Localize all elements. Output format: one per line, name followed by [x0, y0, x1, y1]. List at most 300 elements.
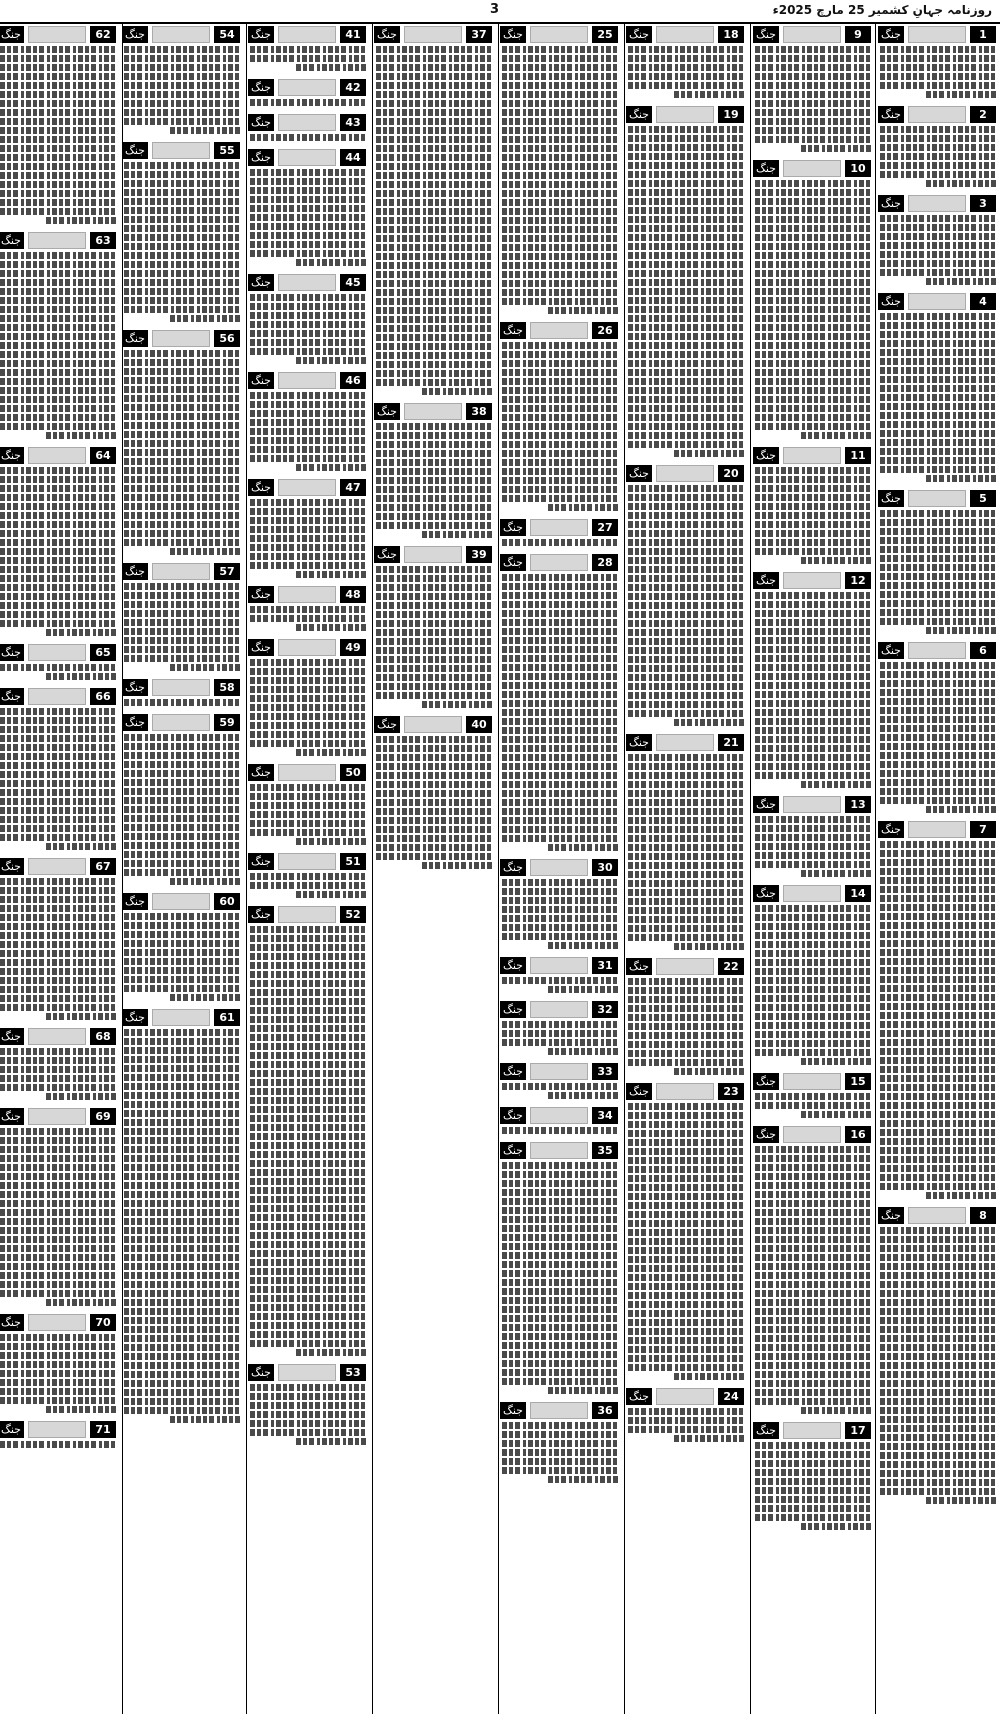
- text-line: [124, 806, 240, 813]
- text-line: [376, 379, 492, 386]
- text-line: [926, 180, 996, 187]
- text-line: [755, 816, 871, 823]
- text-line: [250, 428, 366, 435]
- text-line: [250, 196, 366, 203]
- text-line: [628, 1112, 744, 1119]
- text-line: [502, 619, 618, 626]
- news-item: [626, 958, 746, 1077]
- text-line: [502, 1324, 618, 1331]
- headline-bar: [656, 734, 714, 751]
- item-number: 31: [592, 957, 618, 974]
- text-line: [0, 986, 116, 993]
- news-item: [626, 734, 746, 952]
- text-line: [628, 611, 744, 618]
- text-line: [880, 1102, 996, 1109]
- text-line: [124, 646, 240, 653]
- text-line: [880, 1254, 996, 1261]
- text-line: [755, 754, 871, 761]
- item-number: 52: [340, 906, 366, 923]
- news-column: [248, 22, 368, 1714]
- text-line: [0, 735, 116, 742]
- headline-bar: [152, 26, 210, 43]
- text-line: [0, 315, 116, 322]
- text-line: [628, 333, 744, 340]
- text-line: [628, 441, 744, 448]
- headline-bar: [278, 79, 336, 96]
- text-line: [880, 1380, 996, 1387]
- text-line: [376, 736, 492, 743]
- text-line: [628, 315, 744, 322]
- text-line: [880, 1335, 996, 1342]
- text-line: [880, 1344, 996, 1351]
- text-line: [628, 548, 744, 555]
- item-header-bar: [878, 293, 998, 310]
- source-badge: جنگ: [626, 106, 652, 123]
- item-number: 36: [592, 1402, 618, 1419]
- text-line: [755, 64, 871, 71]
- headline-bar: [783, 447, 841, 464]
- text-line: [628, 521, 744, 528]
- text-line: [502, 1270, 618, 1277]
- text-line: [502, 46, 618, 53]
- text-line: [124, 1281, 240, 1288]
- text-line: [376, 73, 492, 80]
- news-item: [500, 26, 620, 316]
- source-badge: جنگ: [500, 1001, 526, 1018]
- text-line: [755, 727, 871, 734]
- text-line: [502, 253, 618, 260]
- text-line: [296, 464, 366, 471]
- item-number: 56: [214, 330, 240, 347]
- text-line: [628, 1238, 744, 1245]
- text-line: [880, 1326, 996, 1333]
- item-header-bar: [0, 1421, 118, 1438]
- text-line: [124, 1272, 240, 1279]
- text-line: [376, 127, 492, 134]
- text-line: [502, 977, 618, 984]
- text-line: [250, 223, 366, 230]
- headline-bar: [908, 106, 966, 123]
- text-line: [502, 1360, 618, 1367]
- text-line: [250, 695, 366, 702]
- column-rule: [372, 22, 373, 1714]
- item-header-bar: [500, 1107, 620, 1124]
- text-line: [502, 933, 618, 940]
- item-number: 3: [970, 195, 996, 212]
- text-line: [124, 1245, 240, 1252]
- text-line: [250, 312, 366, 319]
- source-badge: جنگ: [753, 1126, 779, 1143]
- text-line: [376, 226, 492, 233]
- text-line: [250, 980, 366, 987]
- text-line: [628, 351, 744, 358]
- text-line: [755, 736, 871, 743]
- text-line: [250, 731, 366, 738]
- text-line: [502, 1180, 618, 1187]
- news-item: [753, 1126, 873, 1416]
- text-line: [755, 1308, 871, 1315]
- news-item: [0, 26, 118, 226]
- item-number: 68: [90, 1028, 116, 1045]
- text-line: [376, 665, 492, 672]
- text-line: [628, 916, 744, 923]
- body-text: [374, 46, 494, 395]
- text-line: [755, 1505, 871, 1512]
- text-line: [0, 744, 116, 751]
- text-line: [250, 508, 366, 515]
- text-line: [755, 1451, 871, 1458]
- item-header-bar: [122, 679, 242, 696]
- text-line: [502, 1243, 618, 1250]
- body-text: [248, 294, 368, 364]
- text-line: [755, 1227, 871, 1234]
- text-line: [502, 718, 618, 725]
- text-line: [422, 862, 492, 869]
- text-line: [0, 503, 116, 510]
- item-number: 57: [214, 563, 240, 580]
- text-line: [250, 1178, 366, 1185]
- text-line: [502, 1467, 618, 1474]
- item-header-bar: [248, 114, 368, 131]
- column-rule: [750, 22, 751, 1714]
- item-header-bar: [500, 26, 620, 43]
- text-line: [124, 770, 240, 777]
- text-line: [376, 91, 492, 98]
- text-line: [755, 360, 871, 367]
- headline-bar: [656, 26, 714, 43]
- text-line: [124, 779, 240, 786]
- text-line: [376, 280, 492, 287]
- text-line: [755, 861, 871, 868]
- text-line: [880, 162, 996, 169]
- text-line: [250, 99, 366, 106]
- text-line: [0, 467, 116, 474]
- news-item: [500, 957, 620, 995]
- source-badge: جنگ: [500, 1063, 526, 1080]
- text-line: [628, 360, 744, 367]
- text-line: [250, 348, 366, 355]
- text-line: [628, 342, 744, 349]
- text-line: [124, 1263, 240, 1270]
- source-badge: جنگ: [878, 195, 904, 212]
- text-line: [628, 781, 744, 788]
- text-line: [628, 987, 744, 994]
- text-line: [250, 873, 366, 880]
- text-line: [0, 521, 116, 528]
- item-header-bar: [0, 1028, 118, 1045]
- source-badge: جنگ: [0, 26, 24, 43]
- text-line: [880, 752, 996, 759]
- text-line: [755, 950, 871, 957]
- text-line: [250, 294, 366, 301]
- text-line: [755, 82, 871, 89]
- text-line: [755, 288, 871, 295]
- headline-bar: [783, 1126, 841, 1143]
- text-line: [250, 499, 366, 506]
- text-line: [880, 430, 996, 437]
- text-line: [880, 82, 996, 89]
- text-line: [755, 1164, 871, 1171]
- text-line: [376, 477, 492, 484]
- text-line: [880, 1183, 996, 1190]
- text-line: [628, 485, 744, 492]
- text-line: [250, 1340, 366, 1347]
- item-header-bar: [500, 519, 620, 536]
- text-line: [502, 1297, 618, 1304]
- text-line: [628, 1256, 744, 1263]
- body-text: [500, 574, 620, 851]
- text-line: [880, 403, 996, 410]
- text-line: [755, 1487, 871, 1494]
- text-line: [0, 199, 116, 206]
- body-text: [753, 592, 873, 788]
- text-line: [0, 611, 116, 618]
- text-line: [755, 252, 871, 259]
- text-line: [755, 55, 871, 62]
- headline-bar: [783, 1422, 841, 1439]
- item-header-bar: [248, 586, 368, 603]
- text-line: [250, 962, 366, 969]
- text-line: [880, 519, 996, 526]
- item-number: 37: [466, 26, 492, 43]
- text-line: [250, 615, 366, 622]
- text-line: [376, 181, 492, 188]
- news-column: [374, 22, 494, 1714]
- text-line: [880, 985, 996, 992]
- text-line: [124, 109, 240, 116]
- text-line: [880, 1452, 996, 1459]
- text-line: [880, 1353, 996, 1360]
- text-line: [502, 781, 618, 788]
- text-line: [628, 414, 744, 421]
- text-line: [0, 717, 116, 724]
- text-line: [880, 671, 996, 678]
- text-line: [502, 1458, 618, 1465]
- text-line: [0, 1075, 116, 1082]
- text-line: [250, 1106, 366, 1113]
- text-line: [124, 1110, 240, 1117]
- text-line: [250, 241, 366, 248]
- text-line: [376, 468, 492, 475]
- source-badge: جنگ: [0, 1108, 24, 1125]
- news-item: [500, 1107, 620, 1136]
- text-line: [880, 564, 996, 571]
- text-line: [628, 171, 744, 178]
- text-line: [755, 378, 871, 385]
- body-text: [500, 46, 620, 314]
- text-line: [0, 396, 116, 403]
- text-line: [502, 342, 618, 349]
- text-line: [628, 602, 744, 609]
- text-line: [755, 691, 871, 698]
- text-line: [755, 405, 871, 412]
- text-line: [880, 322, 996, 329]
- text-line: [376, 504, 492, 511]
- text-line: [628, 432, 744, 439]
- text-line: [376, 772, 492, 779]
- text-line: [124, 1353, 240, 1360]
- text-line: [124, 359, 240, 366]
- body-text: [500, 1422, 620, 1483]
- text-line: [250, 1384, 366, 1391]
- text-line: [124, 377, 240, 384]
- text-line: [170, 1416, 240, 1423]
- item-number: 21: [718, 734, 744, 751]
- body-text: [248, 46, 368, 71]
- text-line: [502, 826, 618, 833]
- text-line: [628, 1121, 744, 1128]
- text-line: [502, 145, 618, 152]
- body-text: [626, 1103, 746, 1380]
- headline-bar: [656, 1083, 714, 1100]
- text-line: [628, 826, 744, 833]
- text-line: [376, 262, 492, 269]
- text-line: [376, 566, 492, 573]
- item-header-bar: [248, 26, 368, 43]
- text-line: [502, 100, 618, 107]
- text-line: [124, 1128, 240, 1135]
- source-badge: جنگ: [500, 322, 526, 339]
- text-line: [376, 253, 492, 260]
- text-line: [880, 1272, 996, 1279]
- text-line: [755, 1031, 871, 1038]
- text-line: [0, 995, 116, 1002]
- text-line: [880, 994, 996, 1001]
- text-line: [250, 46, 366, 53]
- text-line: [674, 943, 744, 950]
- news-item: [248, 149, 368, 268]
- text-line: [628, 790, 744, 797]
- text-line: [628, 1283, 744, 1290]
- text-line: [124, 431, 240, 438]
- text-line: [801, 1407, 871, 1414]
- text-line: [926, 278, 996, 285]
- text-line: [755, 189, 871, 196]
- text-line: [502, 628, 618, 635]
- text-line: [124, 171, 240, 178]
- text-line: [628, 225, 744, 232]
- text-line: [124, 449, 240, 456]
- text-line: [376, 763, 492, 770]
- text-line: [502, 673, 618, 680]
- text-line: [880, 707, 996, 714]
- text-line: [0, 1004, 116, 1011]
- text-line: [250, 1088, 366, 1095]
- item-number: 38: [466, 403, 492, 420]
- text-line: [0, 64, 116, 71]
- item-header-bar: [0, 1108, 118, 1125]
- text-line: [755, 494, 871, 501]
- item-header-bar: [374, 403, 494, 420]
- text-line: [0, 887, 116, 894]
- text-line: [250, 419, 366, 426]
- text-line: [755, 548, 871, 555]
- text-line: [880, 546, 996, 553]
- text-line: [376, 656, 492, 663]
- text-line: [250, 784, 366, 791]
- item-header-bar: [248, 906, 368, 923]
- text-line: [0, 387, 116, 394]
- text-line: [0, 351, 116, 358]
- text-line: [250, 1151, 366, 1158]
- text-line: [376, 486, 492, 493]
- text-line: [124, 413, 240, 420]
- text-line: [502, 646, 618, 653]
- item-header-bar: [626, 1083, 746, 1100]
- text-line: [628, 1166, 744, 1173]
- text-line: [376, 271, 492, 278]
- text-line: [755, 932, 871, 939]
- text-line: [755, 843, 871, 850]
- text-line: [755, 485, 871, 492]
- text-line: [880, 949, 996, 956]
- item-number: 14: [845, 885, 871, 902]
- text-line: [502, 1449, 618, 1456]
- news-item: [122, 563, 242, 673]
- item-number: 40: [466, 716, 492, 733]
- text-line: [755, 46, 871, 53]
- text-line: [250, 1079, 366, 1086]
- text-line: [755, 1290, 871, 1297]
- text-line: [376, 432, 492, 439]
- text-line: [250, 437, 366, 444]
- headline-bar: [530, 957, 588, 974]
- text-line: [296, 64, 366, 71]
- text-line: [628, 1005, 744, 1012]
- text-line: [880, 859, 996, 866]
- text-line: [124, 869, 240, 876]
- text-line: [755, 1398, 871, 1405]
- body-text: [753, 46, 873, 152]
- text-line: [674, 1068, 744, 1075]
- text-line: [880, 537, 996, 544]
- text-line: [628, 584, 744, 591]
- news-item: [500, 1001, 620, 1057]
- text-line: [296, 571, 366, 578]
- text-line: [628, 754, 744, 761]
- text-line: [376, 118, 492, 125]
- text-line: [628, 324, 744, 331]
- text-line: [880, 1443, 996, 1450]
- item-header-bar: [500, 957, 620, 974]
- text-line: [502, 163, 618, 170]
- text-line: [502, 387, 618, 394]
- text-line: [674, 719, 744, 726]
- text-line: [628, 1014, 744, 1021]
- text-line: [801, 1111, 871, 1118]
- page-number: 3: [490, 2, 500, 17]
- text-line: [548, 307, 618, 314]
- text-line: [250, 1304, 366, 1311]
- text-line: [880, 313, 996, 320]
- text-line: [0, 959, 116, 966]
- text-line: [502, 1351, 618, 1358]
- text-line: [376, 370, 492, 377]
- text-line: [250, 169, 366, 176]
- source-badge: جنگ: [500, 1142, 526, 1159]
- text-line: [628, 925, 744, 932]
- body-text: [878, 46, 998, 98]
- news-item: [626, 106, 746, 459]
- text-line: [880, 466, 996, 473]
- text-line: [0, 584, 116, 591]
- text-line: [502, 664, 618, 671]
- masthead: [0, 0, 1000, 24]
- text-line: [170, 664, 240, 671]
- text-line: [755, 1380, 871, 1387]
- text-line: [628, 799, 744, 806]
- text-line: [376, 817, 492, 824]
